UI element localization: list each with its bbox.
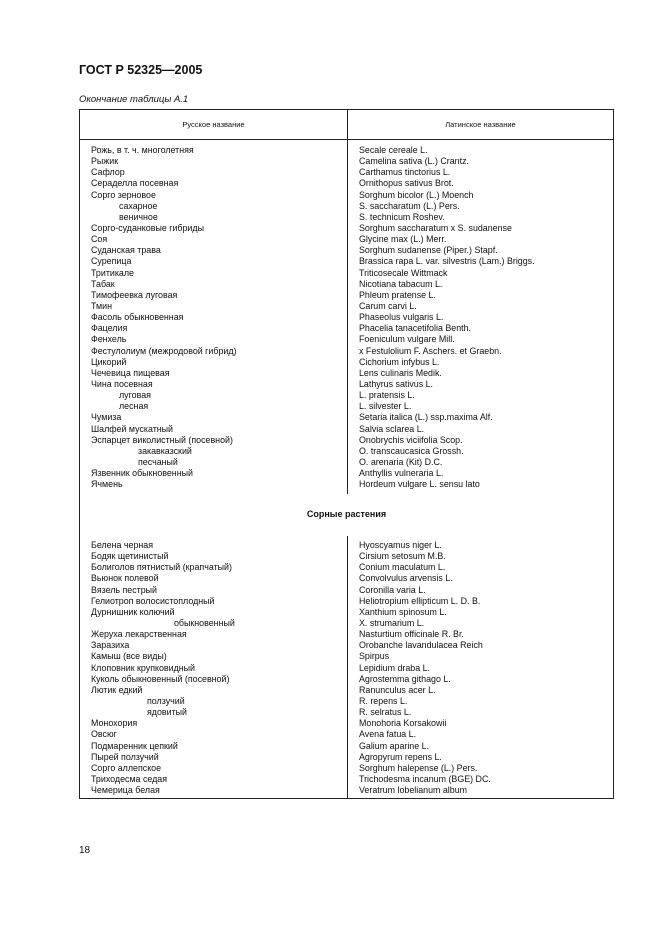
table-row	[80, 446, 613, 457]
latin-name: Phaseolus vulgaris L.	[359, 312, 444, 323]
latin-name: Sorghum halepense (L.) Pers.	[359, 762, 478, 773]
latin-name: Spirpus	[359, 651, 390, 662]
russian-name: Фацелия	[91, 323, 128, 334]
table-row	[80, 457, 613, 468]
russian-name: Тритикале	[91, 267, 134, 278]
russian-name: Ячмень	[91, 479, 123, 490]
table-row	[80, 401, 613, 412]
latin-name: S. technicum Roshev.	[359, 211, 445, 222]
russian-name: луговая	[119, 390, 151, 401]
table-row	[80, 618, 613, 629]
table-row	[80, 696, 613, 707]
column-header-russian: Русское название	[182, 120, 245, 129]
russian-name: Камыш (все виды)	[91, 651, 167, 662]
table-row	[80, 346, 613, 357]
latin-name: Cirsium setosum M.B.	[359, 551, 446, 562]
latin-name: Lepidium draba L.	[359, 662, 431, 673]
table-row	[80, 424, 613, 435]
table-row	[80, 256, 613, 267]
russian-name: Язвенник обыкновенный	[91, 468, 193, 479]
russian-name: Чечевица пищевая	[91, 367, 170, 378]
latin-name: Agropyrum repens L.	[359, 751, 442, 762]
table-row	[80, 674, 613, 685]
latin-name: Phleum pratense L.	[359, 289, 436, 300]
latin-name: Salvia sclarea L.	[359, 423, 425, 434]
latin-name: Heliotropium ellipticum L. D. B.	[359, 595, 481, 606]
russian-name: Сераделла посевная	[91, 178, 179, 189]
latin-name: Onobrychis viciifolia Scop.	[359, 434, 463, 445]
table-row	[80, 685, 613, 696]
table-row	[80, 156, 613, 167]
russian-name: ядовитый	[147, 707, 187, 718]
table-row	[80, 540, 613, 551]
russian-name: Фенхель	[91, 334, 127, 345]
russian-name: Овсюг	[91, 729, 117, 740]
russian-name: Вьюнок полевой	[91, 573, 159, 584]
russian-name: Шалфей мускатный	[91, 423, 174, 434]
latin-name: Veratrum lobelianum album	[359, 785, 468, 796]
russian-name: ползучий	[147, 695, 185, 706]
russian-name: Цикорий	[91, 356, 127, 367]
table-row	[80, 741, 613, 752]
latin-name: Sorghum saccharatum x S. sudanense	[359, 222, 512, 233]
latin-name: Carthamus tinctorius L.	[359, 167, 451, 178]
latin-name: Lathyrus sativus L.	[359, 378, 433, 389]
russian-name: Сорго зерновое	[91, 189, 156, 200]
russian-name: лесная	[119, 401, 149, 412]
russian-name: Табак	[91, 278, 115, 289]
page-number: 18	[79, 845, 91, 856]
latin-name: Cichorium infybus L.	[359, 356, 440, 367]
russian-name: Рожь, в т. ч. многолетняя	[91, 145, 194, 155]
table-row	[80, 190, 613, 201]
latin-name: Sorghum sudanense (Piper.) Stapf.	[359, 245, 498, 256]
latin-name: Camelina sativa (L.) Crantz.	[359, 156, 469, 167]
table-row	[80, 323, 613, 334]
latin-name: Secale cereale L.	[359, 145, 428, 155]
table-row	[80, 212, 613, 223]
table-row	[80, 629, 613, 640]
latin-name: Xanthium spinosum L.	[359, 606, 447, 617]
latin-name: R. selratus L.	[359, 707, 412, 718]
russian-name: Монохория	[91, 718, 138, 729]
russian-name: сахарное	[119, 200, 158, 211]
weeds-section	[80, 540, 613, 796]
russian-name: Болиголов пятнистый (крапчатый)	[91, 562, 232, 573]
latin-name: Nasturtium officinale R. Br.	[359, 629, 464, 640]
table-row	[80, 718, 613, 729]
russian-name: Фестулолиум (межродовой гибрид)	[91, 345, 237, 356]
table-row	[80, 763, 613, 774]
table-row	[80, 178, 613, 189]
table-row	[80, 357, 613, 368]
russian-name: обыкновенный	[174, 617, 235, 628]
latin-name: O. transcaucasica Grossh.	[359, 445, 464, 456]
table-row	[80, 245, 613, 256]
table-row	[80, 640, 613, 651]
latin-name: Hordeum vulgare L. sensu lato	[359, 479, 480, 490]
table-row	[80, 279, 613, 290]
latin-name: Ranunculus acer L.	[359, 684, 436, 695]
table-row	[80, 479, 613, 490]
latin-name: Orobanche lavandulacea Reich	[359, 640, 483, 651]
latin-name: Trichodesma incanum (BGE) DC.	[359, 773, 491, 784]
table-row	[80, 774, 613, 785]
latin-name: Lens culinaris Medik.	[359, 367, 442, 378]
russian-name: Чина посевная	[91, 378, 153, 389]
russian-name: Рыжик	[91, 156, 119, 167]
table-row	[80, 268, 613, 279]
table-row	[80, 167, 613, 178]
russian-name: Вязель пестрый	[91, 584, 158, 595]
russian-name: Сорго аллепское	[91, 762, 162, 773]
russian-name: Тмин	[91, 300, 112, 311]
table-row	[80, 468, 613, 479]
russian-name: Жеруха лекарственная	[91, 629, 187, 640]
latin-name: Coronilla varia L.	[359, 584, 426, 595]
russian-name: песчаный	[138, 456, 178, 467]
column-header-latin: Латинское название	[445, 120, 516, 129]
russian-name: закавказский	[138, 445, 192, 456]
latin-name: Phacelia tanacetifolia Benth.	[359, 323, 471, 334]
latin-name: Brassica rapa L. var. silvestris (Lam.) Briggs.	[359, 256, 535, 267]
table-row	[80, 752, 613, 763]
table-row	[80, 312, 613, 323]
document-header: ГОСТ Р 52325—2005	[79, 63, 203, 77]
latin-name: Hyoscyamus niger L.	[359, 540, 442, 550]
latin-name: X. strumarium L.	[359, 617, 425, 628]
table-row	[80, 234, 613, 245]
latin-name: Avena fatua L.	[359, 729, 417, 740]
table-row	[80, 290, 613, 301]
table-row	[80, 607, 613, 618]
latin-name: R. repens L.	[359, 695, 408, 706]
table-row	[80, 223, 613, 234]
column-divider	[347, 110, 348, 139]
table-row	[80, 145, 613, 156]
table-row	[80, 551, 613, 562]
latin-name: Foeniculum vulgare Mill.	[359, 334, 455, 345]
latin-name: O. arenaria (Kit) D.C.	[359, 456, 443, 467]
russian-name: Суданская трава	[91, 245, 161, 256]
russian-name: Заразиха	[91, 640, 130, 651]
russian-name: Дурнишник колючий	[91, 606, 175, 617]
table-row	[80, 573, 613, 584]
russian-name: Сафлор	[91, 167, 125, 178]
latin-name: Nicotiana tabacum L.	[359, 278, 443, 289]
latin-name: Sorghum bicolor (L.) Moench	[359, 189, 474, 200]
table-row	[80, 562, 613, 573]
table-row	[80, 390, 613, 401]
russian-name: Пырей ползучий	[91, 751, 159, 762]
table-row	[80, 301, 613, 312]
latin-name: L. pratensis L.	[359, 390, 415, 401]
latin-name: L. silvester L.	[359, 401, 412, 412]
russian-name: Чемерица белая	[91, 785, 160, 796]
latin-name: Triticosecale Wittmack	[359, 267, 448, 278]
russian-name: Фасоль обыкновенная	[91, 312, 184, 323]
russian-name: Куколь обыкновенный (посевной)	[91, 673, 230, 684]
weeds-subheading: Сорные растения	[306, 509, 387, 519]
table-row	[80, 596, 613, 607]
table-row	[80, 785, 613, 796]
latin-name: Galium aparine L.	[359, 740, 430, 751]
russian-name: Чумиза	[91, 412, 122, 423]
russian-name: Соя	[91, 234, 108, 245]
table-row	[80, 707, 613, 718]
latin-name: x Festulolium F. Aschers. et Graebn.	[359, 345, 502, 356]
latin-name: Convolvulus arvensis L.	[359, 573, 453, 584]
russian-name: Сурепица	[91, 256, 132, 267]
russian-name: Лютик едкий	[91, 684, 143, 695]
russian-name: Эспарцет виколистный (посевной)	[91, 434, 233, 445]
russian-name: Триходесма седая	[91, 773, 168, 784]
russian-name: Тимофеевка луговая	[91, 289, 178, 300]
latin-name: Conium maculatum L.	[359, 562, 446, 573]
russian-name: Клоповник крупковидный	[91, 662, 196, 673]
russian-name: Подмаренник цепкий	[91, 740, 178, 751]
latin-name: Setaria italica (L.) ssp.maxima Alf.	[359, 412, 493, 423]
table-row	[80, 201, 613, 212]
russian-name: Гелиотроп волосистоплодный	[91, 595, 215, 606]
table-row	[80, 651, 613, 662]
latin-name: Ornithopus sativus Brot.	[359, 178, 454, 189]
latin-name: Glycine max (L.) Merr.	[359, 234, 447, 245]
russian-name: Бодяк щетинистый	[91, 551, 169, 562]
table-row	[80, 412, 613, 423]
table-row	[80, 379, 613, 390]
latin-name: S. saccharatum (L.) Pers.	[359, 200, 460, 211]
table-row	[80, 368, 613, 379]
table-row	[80, 729, 613, 740]
crops-section	[80, 145, 613, 490]
table-row	[80, 663, 613, 674]
latin-name: Agrostemma githago L.	[359, 673, 451, 684]
table-row	[80, 334, 613, 345]
latin-name: Carum carvi L.	[359, 300, 417, 311]
russian-name: веничное	[119, 211, 158, 222]
table-row	[80, 435, 613, 446]
latin-name: Monohoria Korsakowii	[359, 718, 447, 729]
russian-name: Сорго-суданковые гибриды	[91, 222, 204, 233]
species-table	[79, 109, 614, 799]
russian-name: Белена черная	[91, 540, 154, 550]
latin-name: Anthyllis vulneraria L.	[359, 468, 444, 479]
table-caption: Окончание таблицы А.1	[79, 94, 189, 105]
table-row	[80, 585, 613, 596]
